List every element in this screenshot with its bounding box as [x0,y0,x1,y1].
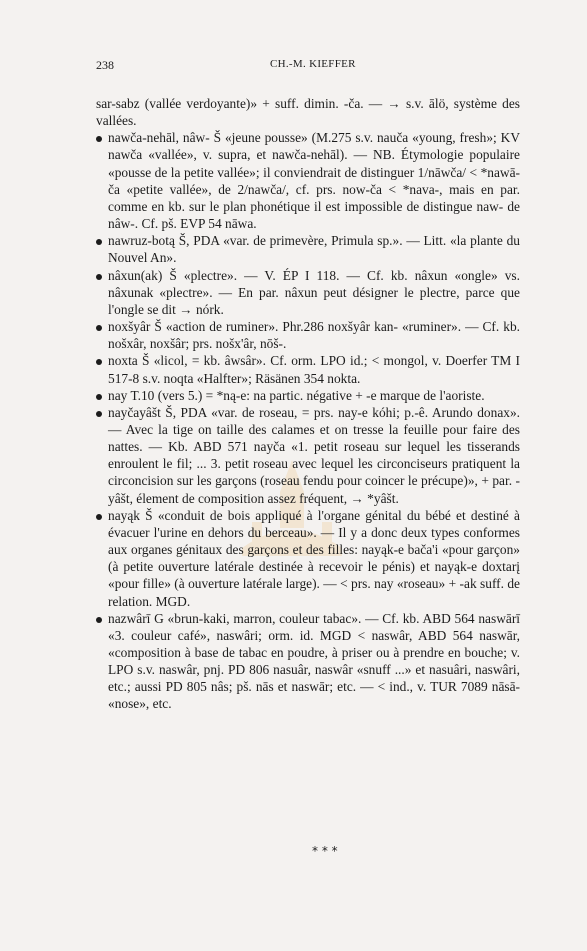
entry-text: nazwârī G «brun-kaki, marron, couleur tabac». — Cf. kb. ABD 564 naswārī «3. couleur café», naswâri; orm. id. MGD < naswâr, ABD 564 naswār, «composition à base de tabac en poudre, à priser ou à prendre en bouche; v. LPO s.v. naswâr, pnj. PD 806 nasuâr, naswâr «snuff ...» et nasuâri, naswâri, etc.; aussi PD 805 nâs; pš. nās et naswār; etc. — < ind., v. TUR 7089 nāsā- «nose», etc. [108,610,520,712]
dictionary-entry [96,610,520,713]
main-text [96,95,520,713]
entry-text: nayąk Š «conduit de bois appliqué à l'organe génital du bébé et destiné à évacuer l'urine en dehors du berceau». — Il y a donc deux types conformes aux organes génitaux des garçons et des filles: nayąk-e bača'i «pour garçon» (à petite ouverture latérale destinée à recevoir le pénis) et nayąk-e doxtarį «pour fille» (à ouverture latérale large). — < prs. nay «roseau» + -ak suff. de relation. MGD. [108,507,520,609]
entry-text: nayčayâšt Š, PDA «var. de roseau, = prs. nay-e kóhi; p.-ê. Arundo donax». — Avec la tige on taille des calames et on tresse la feuille pour faire des nattes. — Kb. ABD 571 nayča «1. petit roseau sur lequel les tisserands enroulent le fil; ... 3. petit roseau avec lequel les circonciseurs pratiquent la circoncision sur les garçons (roseau fendu pour coincer le précupe)», + par. -yâšt, élement de composition assez fréquent, → *yâšt. [108,404,520,506]
bullet-dot-icon [96,239,102,245]
page-header [96,58,517,76]
bullet-dot-icon [96,617,102,623]
dictionary-entry [96,129,520,232]
entry-text: noxta Š «licol, = kb. âwsâr». Cf. orm. LPO id.; < mongol, v. Doerfer TM I 517-8 s.v. noqta «Halfter»; Räsänen 354 nokta. [108,353,520,386]
bullet-dot-icon [96,394,102,400]
bullet-dot-icon [96,411,102,417]
bullet-dot-icon [96,514,102,520]
entry-text: nawča-nehāl, nâw- Š «jeune pousse» (M.275 s.v. nauča «young, fresh»; KV nawča «vallée», v. supra, et nawča-nehāl). — NB. Étymologie populaire «pousse de la petite vallée»; il conviendrait de distinguer 1/nāwča/ < *nawā-ča «petite vallée», de 2/nawča/, cf. prs. now-ča < *nava-, mais en par. comme en kb. sur le plan phonétique il est impossible de distingue naw- de nâw-. Cf. pš. EVP 54 nāwa. [108,130,520,232]
dictionary-entry [96,507,520,610]
dictionary-entry [96,318,520,352]
dictionary-entry [96,404,520,507]
entry-text: noxšyâr Š «action de ruminer». Phr.286 noxšyâr kan- «ruminer». — Cf. kb. nošxâr, noxšâr; prs. nošx'âr, nōš-. [108,319,520,352]
bullet-dot-icon [96,359,102,365]
section-separator: * * * [312,844,338,858]
bullet-dot-icon [96,136,102,142]
page-number: 238 [96,58,114,72]
dictionary-entry [96,352,520,386]
bullet-dot-icon [96,274,102,280]
dictionary-entry [96,232,520,266]
entry-text: nay T.10 (vers 5.) = *ną-e: na partic. négative + -e marque de l'aoriste. [108,387,485,403]
bullet-dot-icon [96,325,102,331]
entry-text: nâxun(ak) Š «plectre». — V. ÉP I 118. — Cf. kb. nâxun «ongle» vs. nâxunak «plectre». — En par. nâxun peut désigner le plectre, parce que l'ongle se dit → nórk. [108,267,520,317]
running-head: CH.-M. KIEFFER [270,58,356,70]
dictionary-entry [96,267,520,318]
continued-paragraph: sar-sabz (vallée verdoyante)» + suff. dimin. -ča. — → s.v. ālö, système des vallées. [96,96,520,129]
dictionary-entry [96,387,520,404]
entry-text: nawruz-botą Š, PDA «var. de primevère, Primula sp.». — Litt. «la plante du Nouvel An». [108,233,520,266]
